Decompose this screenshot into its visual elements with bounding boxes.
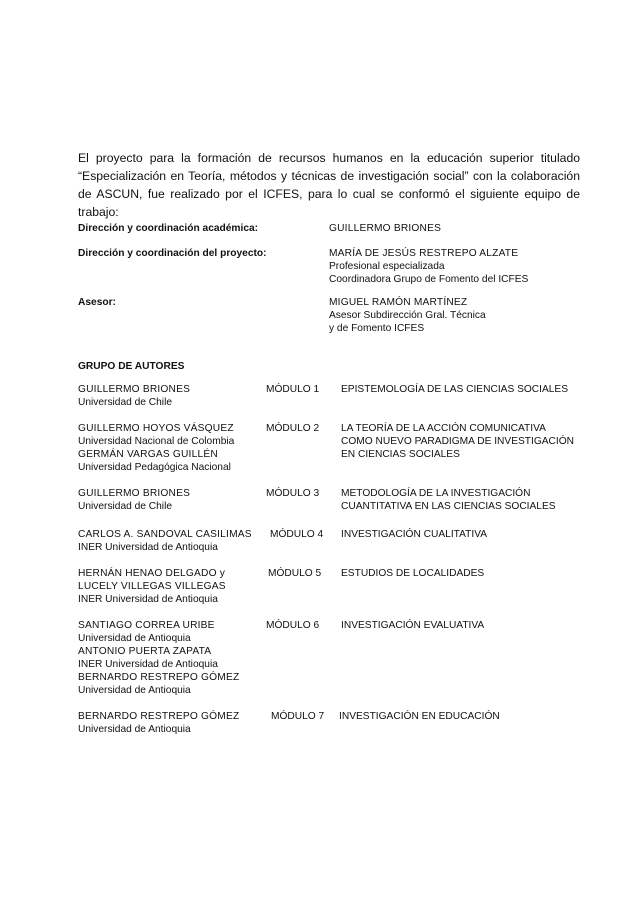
module-title	[341, 383, 568, 396]
module-number: MÓDULO 5	[268, 568, 322, 579]
author-line: Universidad Nacional de Colombia	[78, 436, 235, 447]
module-number: MÓDULO 4	[270, 529, 324, 540]
author-line: Universidad Pedagógica Nacional	[78, 462, 231, 473]
credit-line: MIGUEL RAMÓN MARTÍNEZ	[329, 297, 468, 308]
credit-line: GUILLERMO BRIONES	[329, 223, 442, 234]
module-number: MÓDULO 7	[271, 711, 325, 722]
author-line: Universidad de Antioquia	[78, 633, 191, 644]
module-title	[341, 487, 556, 513]
title-line: EPISTEMOLOGÍA DE LAS CIENCIAS SOCIALES	[341, 384, 569, 395]
credit-person	[329, 222, 441, 235]
credit-person	[329, 247, 528, 286]
module-title	[341, 567, 484, 580]
author-line: ANTONIO PUERTA ZAPATA	[78, 646, 212, 657]
credit-line: Profesional especializada	[329, 261, 445, 272]
credit-role: Asesor:	[78, 297, 116, 308]
title-line: INVESTIGACIÓN EN EDUCACIÓN	[339, 711, 500, 722]
module-title	[341, 422, 574, 461]
author-line: LUCELY VILLEGAS VILLEGAS	[78, 581, 226, 592]
authors-heading: GRUPO DE AUTORES	[78, 361, 185, 372]
credit-person	[329, 296, 486, 335]
credit-role: Dirección y coordinación académica:	[78, 223, 259, 234]
author-line: BERNARDO RESTREPO GÓMEZ	[78, 711, 240, 722]
title-line: LA TEORÍA DE LA ACCIÓN COMUNICATIVA	[341, 423, 546, 434]
module-title	[341, 619, 484, 632]
author-line: GERMÁN VARGAS GUILLÉN	[78, 449, 218, 460]
credit-line: MARÍA DE JESÚS RESTREPO ALZATE	[329, 248, 519, 259]
credit-line: Coordinadora Grupo de Fomento del ICFES	[329, 274, 529, 285]
author-line: BERNARDO RESTREPO GÓMEZ	[78, 672, 240, 683]
module-authors	[78, 567, 226, 606]
author-line: INER Universidad de Antioquia	[78, 659, 218, 670]
credit-line: y de Fomento ICFES	[329, 323, 425, 334]
intro-paragraph	[78, 149, 580, 221]
author-line: Universidad de Antioquia	[78, 685, 191, 696]
title-line: EN CIENCIAS SOCIALES	[341, 449, 460, 460]
module-number: MÓDULO 1	[266, 384, 320, 395]
module-title	[341, 528, 487, 541]
credit-line: Asesor Subdirección Gral. Técnica	[329, 310, 486, 321]
module-authors	[78, 487, 190, 513]
author-line: Universidad de Chile	[78, 501, 173, 512]
module-authors	[78, 422, 234, 474]
author-line: SANTIAGO CORREA URIBE	[78, 620, 215, 631]
module-authors	[78, 528, 252, 554]
module-authors	[78, 619, 239, 697]
author-line: CARLOS A. SANDOVAL CASILIMAS	[78, 529, 252, 540]
author-line: GUILLERMO BRIONES	[78, 384, 191, 395]
author-line: INER Universidad de Antioquia	[78, 542, 218, 553]
credit-role: Dirección y coordinación del proyecto:	[78, 248, 267, 259]
author-line: Universidad de Chile	[78, 397, 173, 408]
author-line: HERNÁN HENAO DELGADO y	[78, 568, 226, 579]
module-authors	[78, 710, 239, 736]
module-number: MÓDULO 3	[266, 488, 320, 499]
title-line: METODOLOGÍA DE LA INVESTIGACIÓN	[341, 488, 531, 499]
title-line: CUANTITATIVA EN LAS CIENCIAS SOCIALES	[341, 501, 556, 512]
module-authors	[78, 383, 190, 409]
module-title	[339, 710, 500, 723]
title-line: INVESTIGACIÓN EVALUATIVA	[341, 620, 485, 631]
author-line: Universidad de Antioquia	[78, 724, 191, 735]
author-line: GUILLERMO HOYOS VÁSQUEZ	[78, 423, 234, 434]
module-number: MÓDULO 2	[266, 423, 320, 434]
intro-text: El proyecto para la formación de recursos humanos en la educación superior titulado “Especialización en Teoría, métodos y técnicas de investigación social” con la colaboración de ASCUN, fue realizado por el ICFES, para lo cual se conformó el siguiente equipo de trabajo:	[78, 151, 580, 219]
module-number: MÓDULO 6	[266, 620, 320, 631]
title-line: INVESTIGACIÓN CUALITATIVA	[341, 529, 488, 540]
title-line: ESTUDIOS DE LOCALIDADES	[341, 568, 485, 579]
author-line: GUILLERMO BRIONES	[78, 488, 191, 499]
title-line: COMO NUEVO PARADIGMA DE INVESTIGACIÓN	[341, 436, 575, 447]
author-line: INER Universidad de Antioquia	[78, 594, 218, 605]
